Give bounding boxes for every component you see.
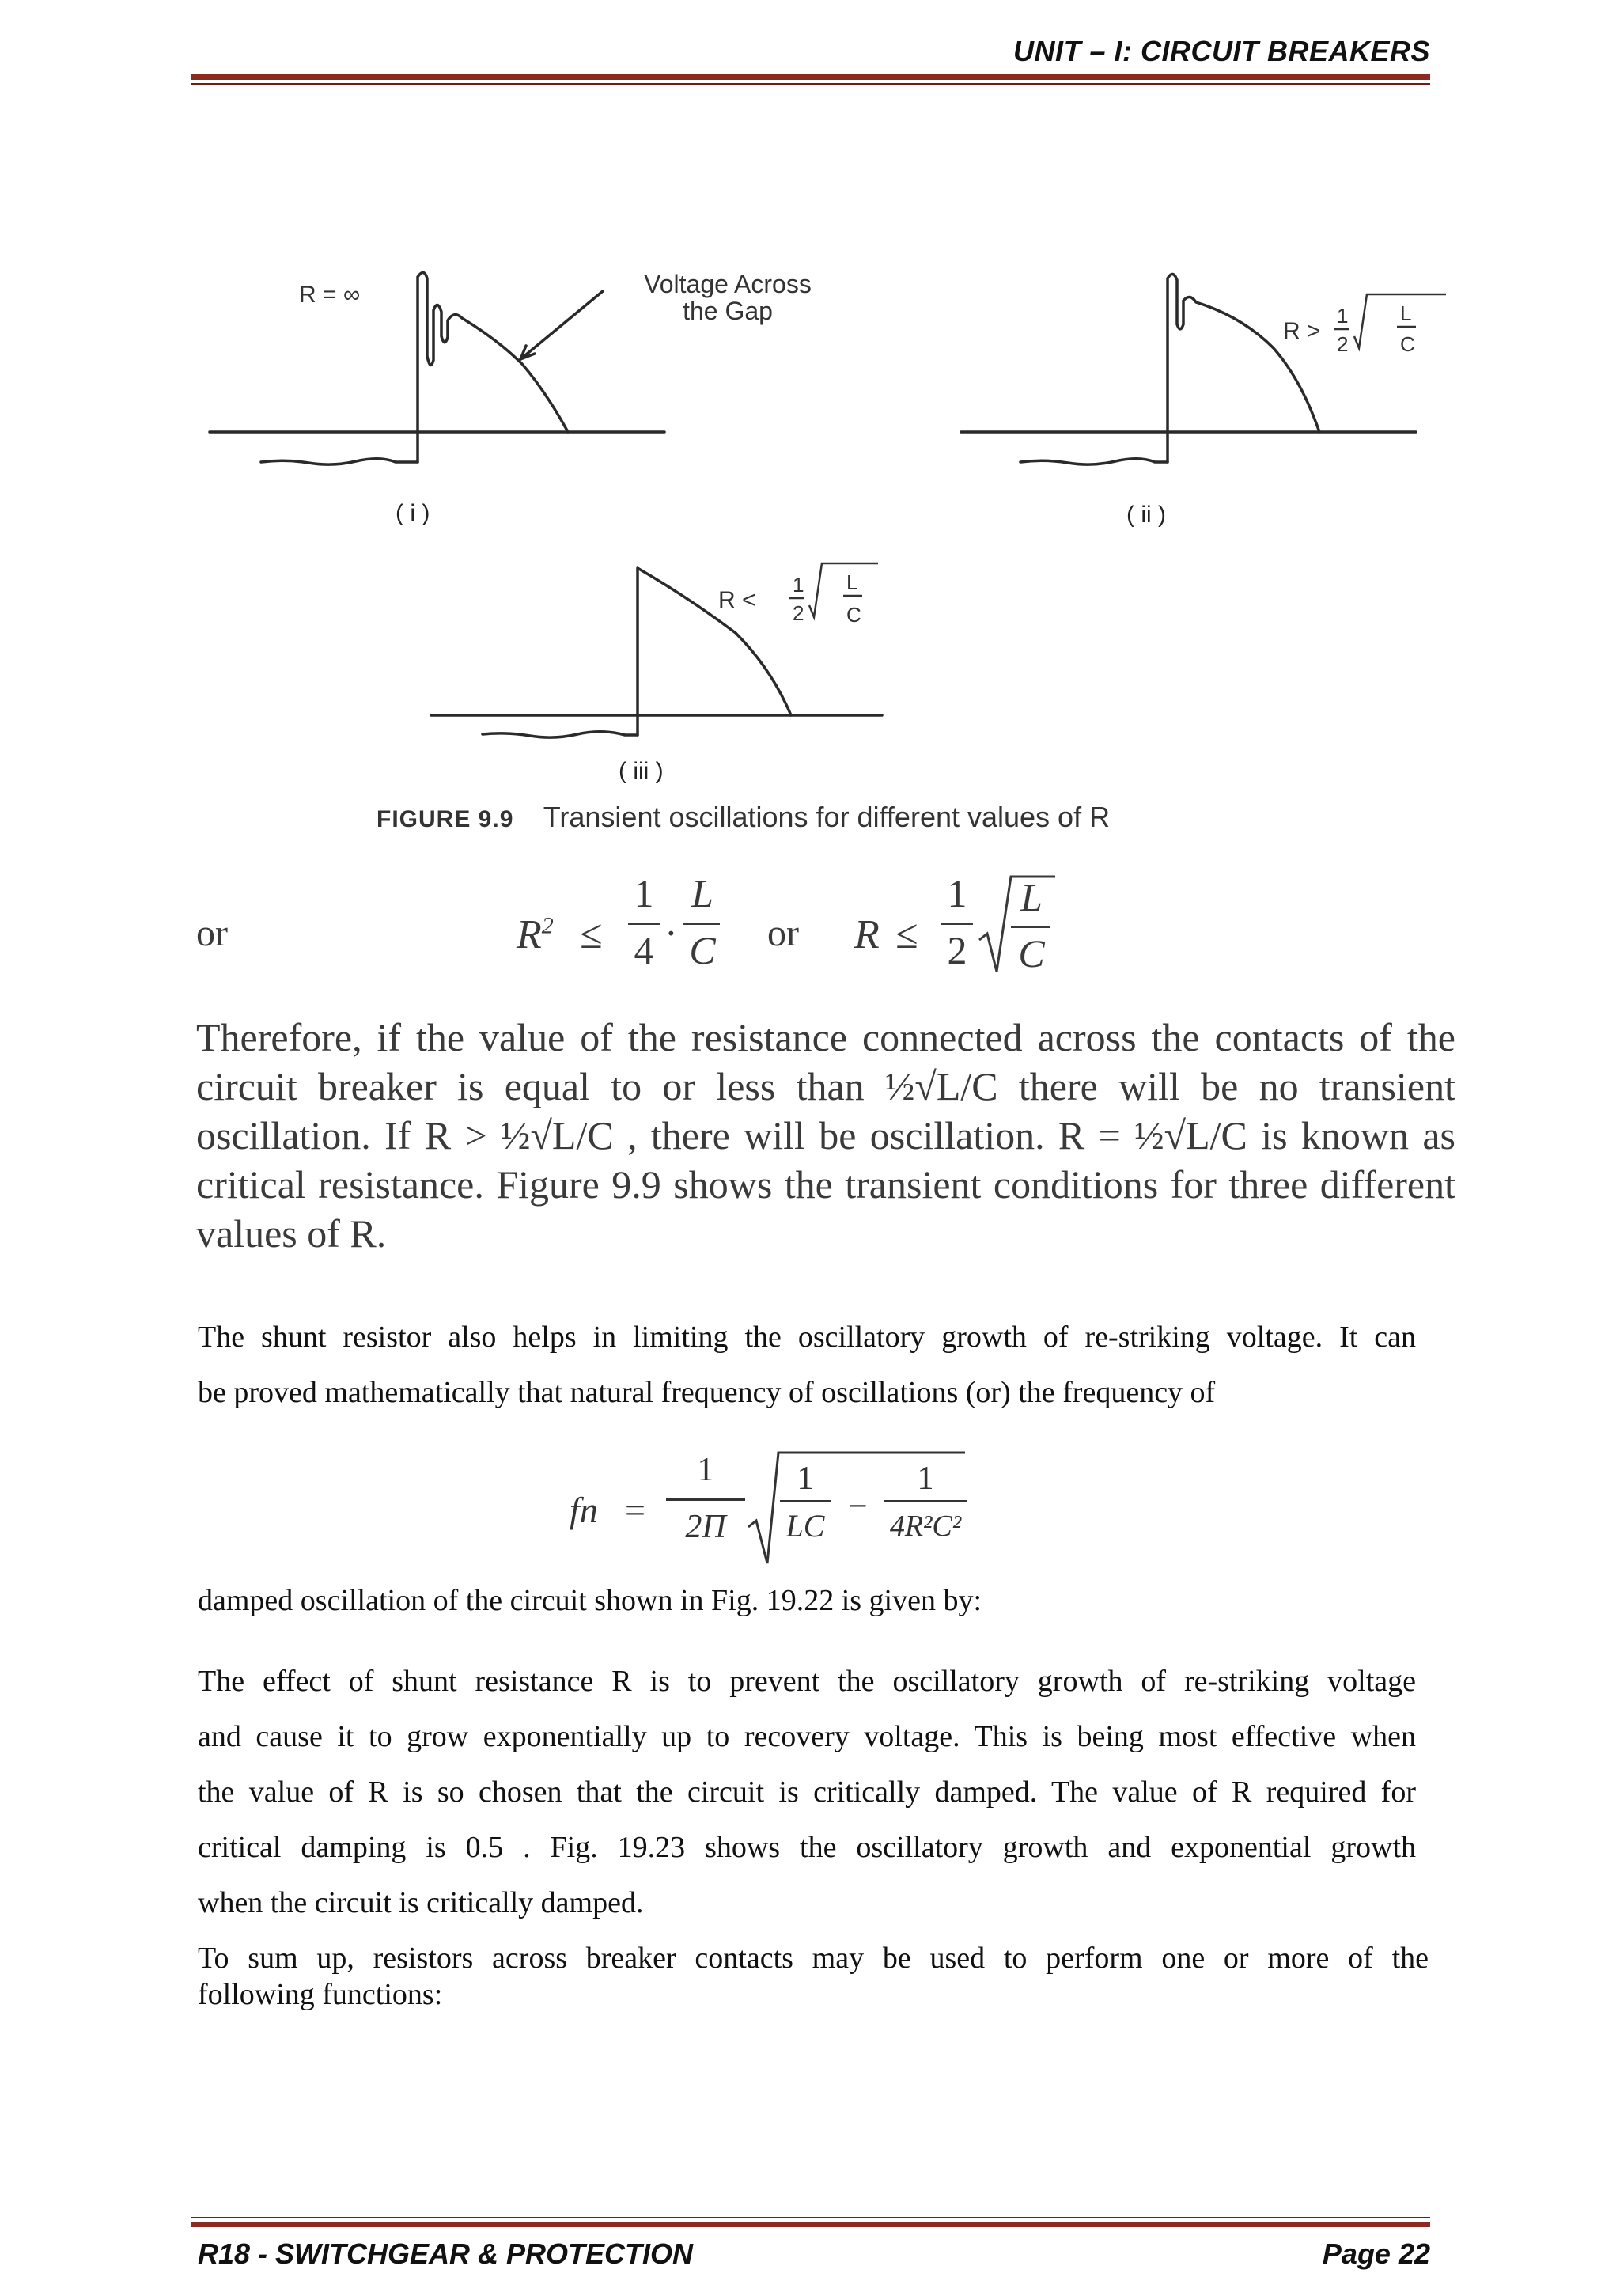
para1-line-2: be proved mathematically that natural frequency of oscillations (or) the frequency of (198, 1376, 1216, 1409)
para4-line-1: To sum up, resistors across breaker contacts may be used to perform one or more of the (198, 1942, 1429, 1975)
svg-text:1: 1 (793, 573, 804, 597)
scanned-line-1: Therefore, if the value of the resistance connected across the contacts of the (196, 1015, 1455, 1059)
paragraph-shunt-resistor (198, 1309, 1416, 1420)
svg-text:L: L (1400, 301, 1412, 325)
panel-label-ii: ( ii ) (1126, 502, 1166, 528)
para3-line-1: The effect of shunt resistance R is to prevent the oscillatory growth of re-striking voltage (198, 1665, 1416, 1698)
svg-text:2: 2 (793, 601, 804, 625)
panel-label-iii: ( iii ) (619, 758, 664, 784)
panel-i-baseline-noise (261, 459, 418, 464)
svg-text:1: 1 (1337, 304, 1349, 328)
paragraph-shunt-resistance-effect (198, 1654, 1416, 1930)
scanned-paragraph (196, 1013, 1455, 1258)
figure-transient-oscillations (0, 0, 1620, 870)
figure-caption (377, 801, 1110, 834)
figure-number: FIGURE 9.9 (377, 806, 514, 832)
scanned-line-3: oscillation. If R > ½√L/C , there will be oscillation. R = ½√L/C is known as (196, 1113, 1455, 1157)
svg-text:2: 2 (1337, 332, 1349, 356)
header-title: UNIT – I: CIRCUIT BREAKERS (1012, 35, 1430, 67)
para3-line-4: critical damping is 0.5 . Fig. 19.23 shows the oscillatory growth and exponential growth (198, 1831, 1416, 1864)
panel-label-i: ( i ) (396, 500, 430, 526)
equation-critical-resistance: or $R^2$ ≤ 1 4 · L C or R ≤ 1 2 L C (196, 870, 1066, 981)
label-r-infinity: R = ∞ (299, 282, 361, 308)
para1-line-1: The shunt resistor also helps in limiting the oscillatory growth of re-striking voltage. It can (198, 1320, 1416, 1354)
panel-iii-baseline-noise (483, 732, 638, 737)
figure-caption-text: Transient oscillations for different values of R (543, 801, 1111, 833)
annotation-voltage-across-gap: Voltage Across the Gap (644, 270, 812, 325)
panel-i-waveform (418, 272, 568, 462)
panel-ii-waveform (1168, 274, 1319, 462)
panel-ii-baseline-noise (1020, 459, 1168, 464)
scanned-line-2: circuit breaker is equal to or less than ½√L/C there will be no transient (196, 1064, 1455, 1108)
panel-iii-waveform (638, 568, 791, 735)
svg-text:L: L (846, 570, 858, 594)
footer-rule (191, 2222, 1430, 2227)
eq-connector: or (767, 912, 799, 954)
footer-course: R18 - SWITCHGEAR & PROTECTION (198, 2237, 694, 2270)
para4-line-2: following functions: (198, 1978, 443, 2011)
panel-iii-r-lt: R < (718, 587, 756, 613)
footer-page-number: Page 22 (1322, 2237, 1430, 2270)
panel-ii-r-gt: R > (1283, 318, 1321, 344)
scanned-line-5: values of R. (196, 1211, 387, 1256)
paragraph-sum-up (198, 1940, 1429, 2013)
svg-text:C: C (846, 603, 861, 627)
formula-lhs: fn (570, 1490, 598, 1530)
paragraph-damped-oscillation: damped oscillation of the circuit shown in Fig. 19.22 is given by: (198, 1584, 982, 1617)
eq-prefix: or (196, 912, 228, 954)
formula-natural-frequency: fn = 1 2Π 1 LC − 1 4R²C² (554, 1448, 997, 1567)
para3-line-2: and cause it to grow exponentially up to recovery voltage. This is being most effective when (198, 1720, 1416, 1753)
svg-text:C: C (1400, 332, 1415, 356)
panel-i-arrow-shaft (520, 291, 603, 359)
scanned-line-4: critical resistance. Figure 9.9 shows the transient conditions for three different (196, 1162, 1455, 1207)
footer-rule-thin (191, 2217, 1430, 2218)
para3-line-5: when the circuit is critically damped. (198, 1886, 644, 1919)
para3-line-3: the value of R is so chosen that the circuit is critically damped. The value of R required for (198, 1775, 1416, 1809)
